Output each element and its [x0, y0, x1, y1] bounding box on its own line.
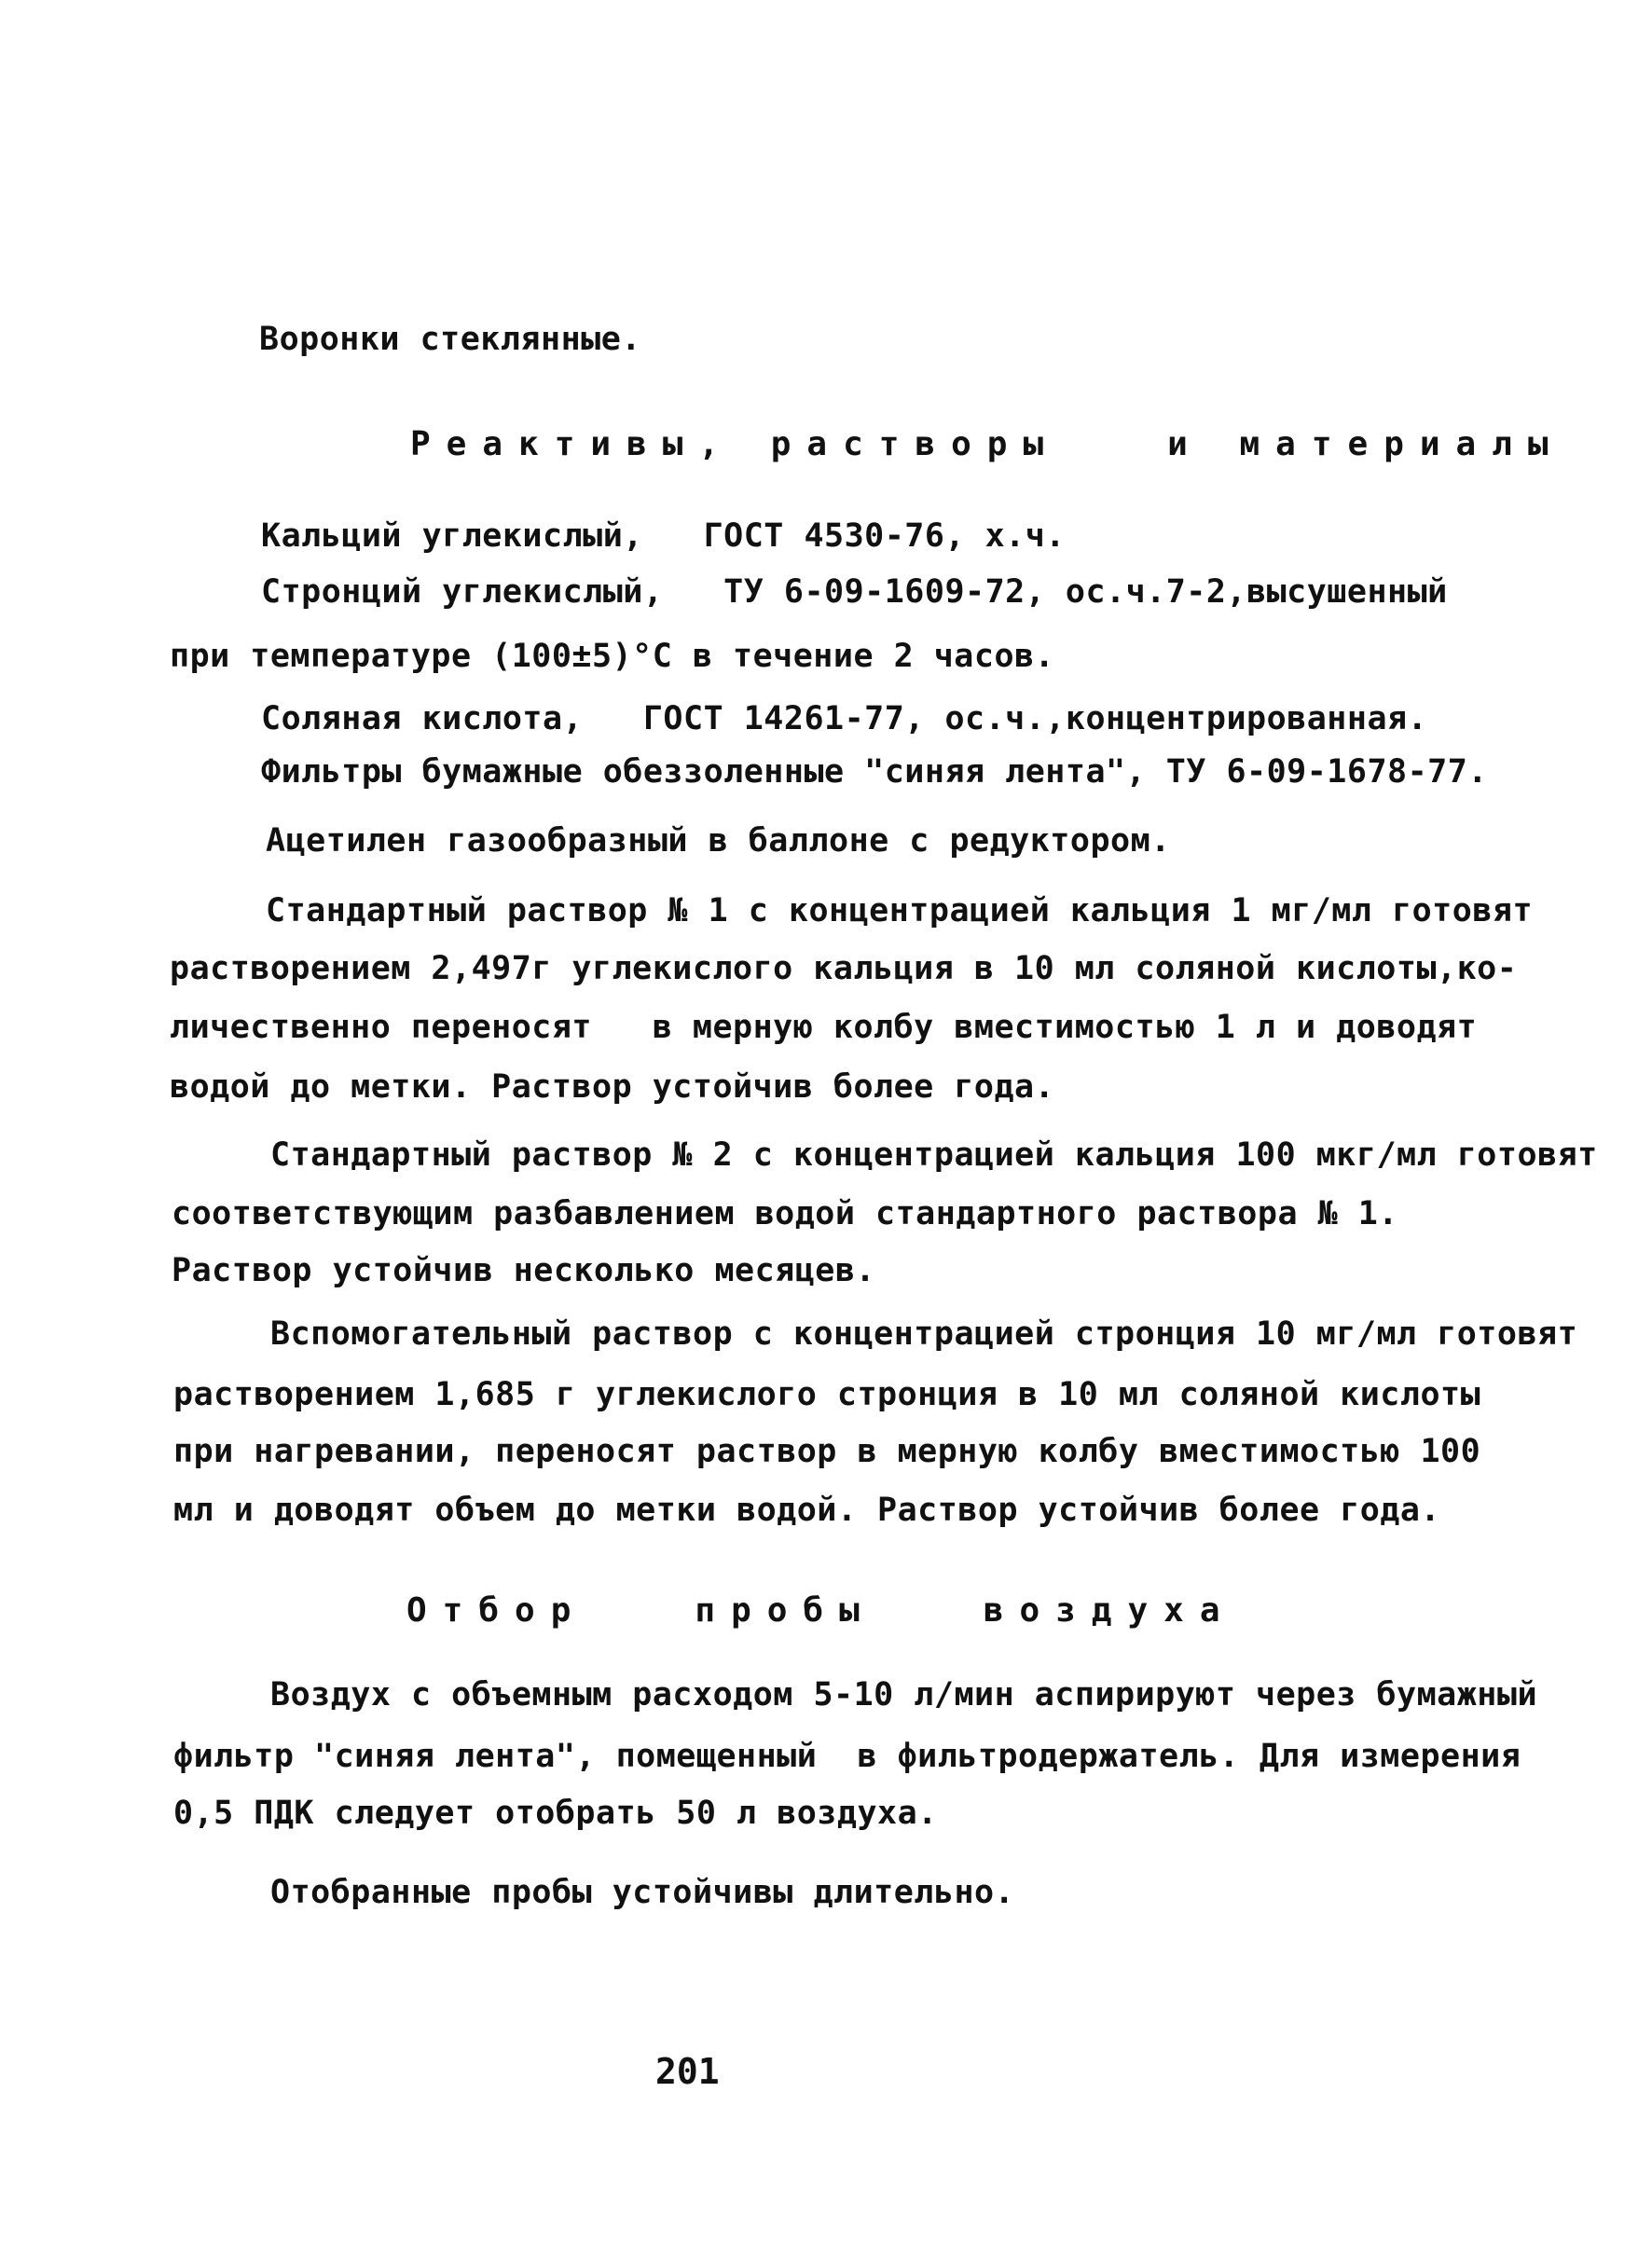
text-line: 0,5 ПДК следует отобрать 50 л воздуха.: [173, 1795, 938, 1832]
text-line: при температуре (100±5)°С в течение 2 часов.: [170, 638, 1055, 675]
text-line: личественно переносят в мерную колбу вместимостью 1 л и доводят: [170, 1009, 1478, 1046]
text-line: Фильтры бумажные обеззоленные "синяя лента", ТУ 6-09-1678-77.: [261, 753, 1488, 791]
text-line: Воздух с объемным расходом 5-10 л/мин аспирируют через бумажный: [270, 1676, 1538, 1713]
text-line: при нагревании, переносят раствор в мерную колбу вместимостью 100: [173, 1433, 1481, 1470]
section-heading-reagents: Реактивы, растворы и материалы: [410, 425, 1564, 463]
text-line: соответствующим разбавлением водой стандартного раствора № 1.: [172, 1195, 1398, 1232]
text-line: растворением 2,497г углекислого кальция в 10 мл соляной кислоты,ко-: [170, 950, 1518, 987]
text-line: Соляная кислота, ГОСТ 14261-77, ос.ч.,концентрированная.: [261, 700, 1428, 737]
text-line: фильтр "синяя лента", помещенный в фильтродержатель. Для измерения: [173, 1738, 1521, 1775]
page-number: 201: [655, 2051, 720, 2092]
text-line: водой до метки. Раствор устойчив более года.: [170, 1068, 1055, 1106]
text-line: растворением 1,685 г углекислого стронция в 10 мл соляной кислоты: [173, 1376, 1481, 1413]
text-line: Раствор устойчив несколько месяцев.: [172, 1252, 876, 1289]
text-line: Вспомогательный раствор с концентрацией стронция 10 мг/мл готовят: [270, 1315, 1578, 1353]
text-line: Стронций углекислый, ТУ 6-09-1609-72, ос.ч.7-2,высушенный: [261, 573, 1448, 611]
text-line: Отобранные пробы устойчивы длительно.: [270, 1874, 1015, 1911]
section-heading-sampling: Отбор пробы воздуха: [406, 1591, 1236, 1630]
text-line: Кальций углекислый, ГОСТ 4530-76, х.ч.: [261, 517, 1066, 555]
text-line-funnels: Воронки стеклянные.: [259, 321, 641, 358]
text-line: Ацетилен газообразный в баллоне с редуктором.: [266, 822, 1171, 860]
text-line: Стандартный раствор № 2 с концентрацией кальция 100 мкг/мл готовят: [270, 1136, 1598, 1174]
text-line: Стандартный раствор № 1 с концентрацией кальция 1 мг/мл готовят: [266, 892, 1534, 929]
text-line: мл и доводят объем до метки водой. Раствор устойчив более года.: [173, 1492, 1441, 1529]
